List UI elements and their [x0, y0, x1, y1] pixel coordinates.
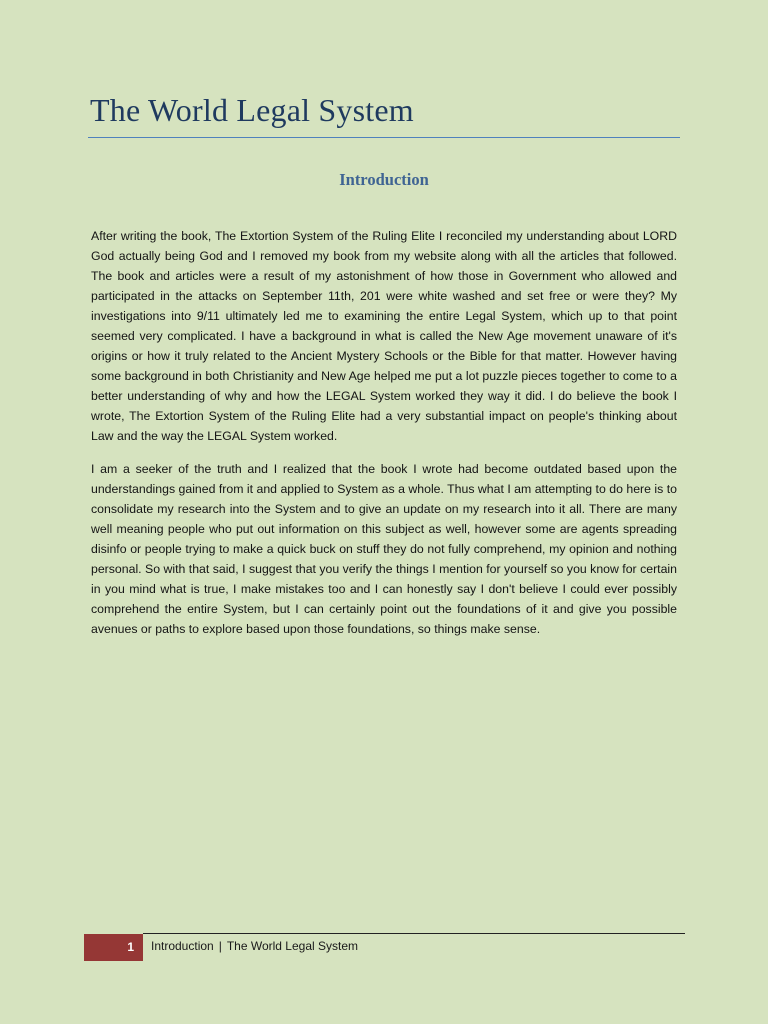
- document-title: The World Legal System: [90, 92, 414, 128]
- footer-rule: [143, 933, 685, 934]
- title-underline: [88, 137, 680, 138]
- body-text: [91, 226, 677, 651]
- footer-doc-title: The World Legal System: [226, 939, 359, 953]
- footer-separator: |: [218, 939, 222, 953]
- paragraph-1: After writing the book, The Extortion System of the Ruling Elite I reconciled my understanding about LORD God actually being God and I removed my book from my website along with all the articles that followed. The book and articles were a result of my astonishment of how those in Government who allowed and participated in the attacks on September 11th, 201 were white washed and set free or were they? My investigations into 9/11 ultimately led me to examining the entire Legal System, which up to that point seemed very complicated. I have a background in what is called the New Age movement unaware of it's origins or how it truly related to the Ancient Mystery Schools or the Bible for that matter. However having some background in both Christianity and New Age helped me put a lot puzzle pieces together to come to a better understanding of why and how the LEGAL System worked they way it did. I do believe the book I wrote, The Extortion System of the Ruling Elite had a very substantial impact on people's thinking about Law and the way the LEGAL System worked.: [91, 229, 677, 444]
- page-number: 1: [84, 934, 143, 961]
- section-heading: Introduction: [339, 170, 429, 189]
- page-footer: [84, 933, 685, 961]
- footer-text: [151, 939, 358, 953]
- footer-section: Introduction: [151, 939, 214, 953]
- paragraph-2: I am a seeker of the truth and I realized that the book I wrote had become outdated based upon the understandings gained from it and applied to System as a whole. Thus what I am attempting to do here is to consolidate my research into the System and to give an update on my research into it all. There are many well meaning people who put out information on this subject as well, however some are agents spreading disinfo or people trying to make a quick buck on stuff they do not fully comprehend, my opinion and nothing personal. So with that said, I suggest that you verify the things I mention for yourself so you know for certain in you mind what is true, I make mistakes too and I can honestly say I don't believe I could ever possibly comprehend the entire System, but I can certainly point out the foundations of it and give you possible avenues or paths to explore based upon those foundations, so things make sense.: [91, 461, 677, 636]
